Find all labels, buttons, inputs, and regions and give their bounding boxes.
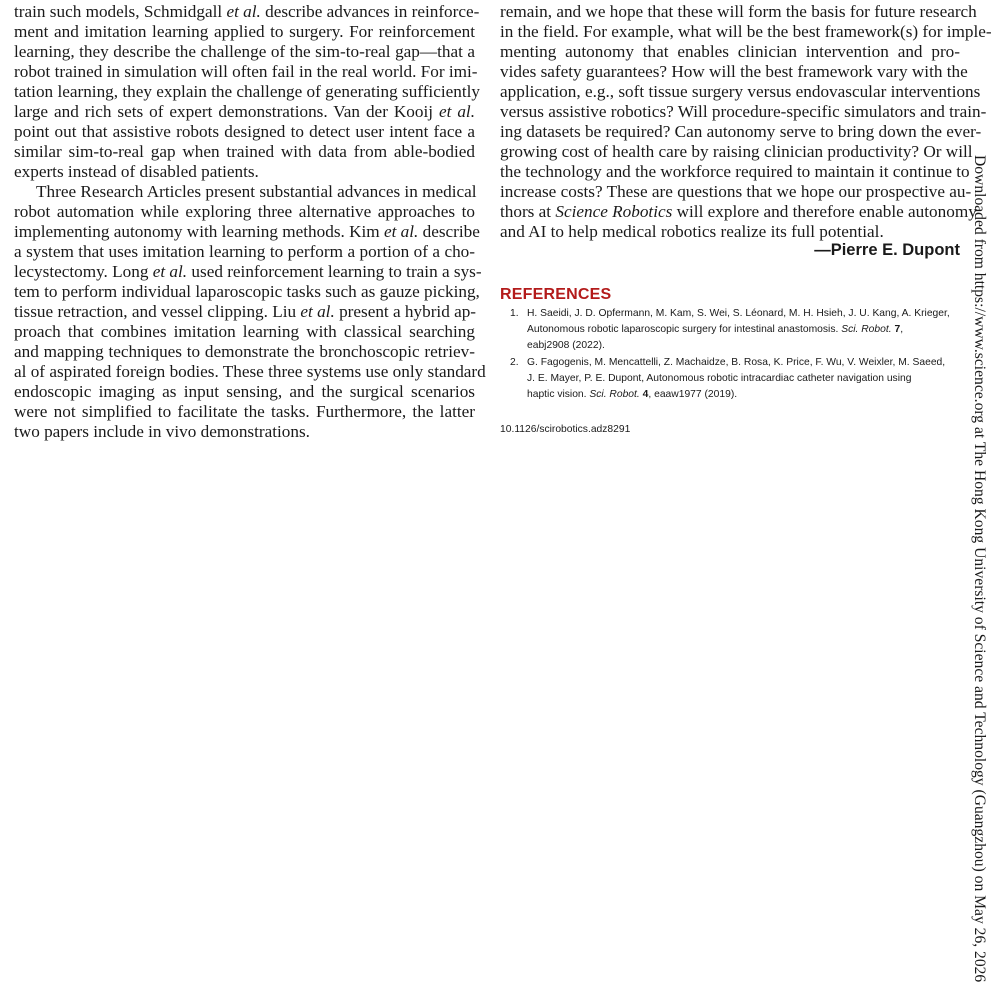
reference-1-line-2: Autonomous robotic laparoscopic surgery for intestinal anastomosis. Sci. Robot. 7, (527, 324, 904, 335)
left-line-22: two papers include in vivo demonstrations. (14, 422, 310, 441)
left-line-8: similar sim-to-real gap when trained with data from able-bodied (14, 142, 475, 161)
left-line-1: train such models, Schmidgall et al. describe advances in reinforce- (14, 2, 480, 21)
right-line-7: ing datasets be required? Can autonomy serve to bring down the ever- (500, 122, 982, 141)
right-line-10: increase costs? These are questions that we hope our prospective au- (500, 182, 972, 201)
left-line-15: tem to perform individual laparoscopic tasks such as gauze picking, (14, 282, 480, 301)
doi-text: 10.1126/scirobotics.adz8291 (500, 424, 631, 435)
download-watermark: Downloaded from https://www.science.org at The Hong Kong University of Science and Technology (Guangzhou) on May 26, 2026 (971, 155, 988, 982)
reference-2-line-2: J. E. Mayer, P. E. Dupont, Autonomous robotic intracardiac catheter navigation using (527, 373, 912, 384)
right-line-11: thors at Science Robotics will explore and therefore enable autonomy (500, 202, 977, 221)
left-line-18: and mapping techniques to demonstrate the bronchoscopic retriev- (14, 342, 475, 361)
left-line-16: tissue retraction, and vessel clipping. Liu et al. present a hybrid ap- (14, 302, 477, 321)
right-line-12: and AI to help medical robotics realize its full potential. (500, 222, 884, 241)
left-line-2: ment and imitation learning applied to surgery. For reinforcement (14, 22, 475, 41)
right-line-6: versus assistive robotics? Will procedure-specific simulators and train- (500, 102, 987, 121)
right-line-9: the technology and the workforce required to maintain it continue to (500, 162, 970, 181)
left-line-6: large and rich sets of expert demonstrations. Van der Kooij et al. (14, 102, 475, 121)
left-line-17: proach that combines imitation learning with classical searching (14, 322, 475, 341)
left-line-7: point out that assistive robots designed to detect user intent face a (14, 122, 475, 141)
references-heading: REFERENCES (500, 286, 612, 303)
left-line-4: robot trained in simulation will often fail in the real world. For imi- (14, 62, 478, 81)
left-line-10: Three Research Articles present substantial advances in medical (36, 182, 477, 201)
left-line-14: lecystectomy. Long et al. used reinforcement learning to train a sys- (14, 262, 482, 281)
right-line-5: application, e.g., soft tissue surgery versus endovascular interventions (500, 82, 981, 101)
left-line-9: experts instead of disabled patients. (14, 162, 259, 181)
reference-1-line-1: H. Saeidi, J. D. Opfermann, M. Kam, S. Wei, S. Léonard, M. H. Hsieh, J. U. Kang, A. Krieger, (527, 308, 950, 319)
reference-2-number: 2. (510, 357, 519, 368)
left-line-12: implementing autonomy with learning methods. Kim et al. describe (14, 222, 480, 241)
right-line-2: in the field. For example, what will be the best framework(s) for imple- (500, 22, 992, 41)
right-line-8: growing cost of health care by raising clinician productivity? Or will (500, 142, 973, 161)
left-line-21: were not simplified to facilitate the tasks. Furthermore, the latter (14, 402, 475, 421)
left-line-5: tation learning, they explain the challenge of generating sufficiently (14, 82, 480, 101)
right-line-4: vides safety guarantees? How will the best framework vary with the (500, 62, 968, 81)
left-line-20: endoscopic imaging as input sensing, and the surgical scenarios (14, 382, 475, 401)
reference-2-line-1: G. Fagogenis, M. Mencattelli, Z. Machaidze, B. Rosa, K. Price, F. Wu, V. Weixler, M. Saeed, (527, 357, 946, 368)
left-line-19: al of aspirated foreign bodies. These three systems use only standard (14, 362, 486, 381)
right-line-3: menting autonomy that enables clinician intervention and pro- (500, 42, 960, 61)
left-line-3: learning, they describe the challenge of the sim-to-real gap—that a (14, 42, 475, 61)
author-signature: —Pierre E. Dupont (814, 241, 960, 259)
right-line-1: remain, and we hope that these will form the basis for future research (500, 2, 977, 21)
reference-1-line-3: eabj2908 (2022). (527, 340, 605, 351)
reference-1-number: 1. (510, 308, 519, 319)
left-line-11: robot automation while exploring three alternative approaches to (14, 202, 475, 221)
left-line-13: a system that uses imitation learning to perform a portion of a cho- (14, 242, 475, 261)
reference-2-line-3: haptic vision. Sci. Robot. 4, eaaw1977 (2019). (527, 389, 738, 400)
